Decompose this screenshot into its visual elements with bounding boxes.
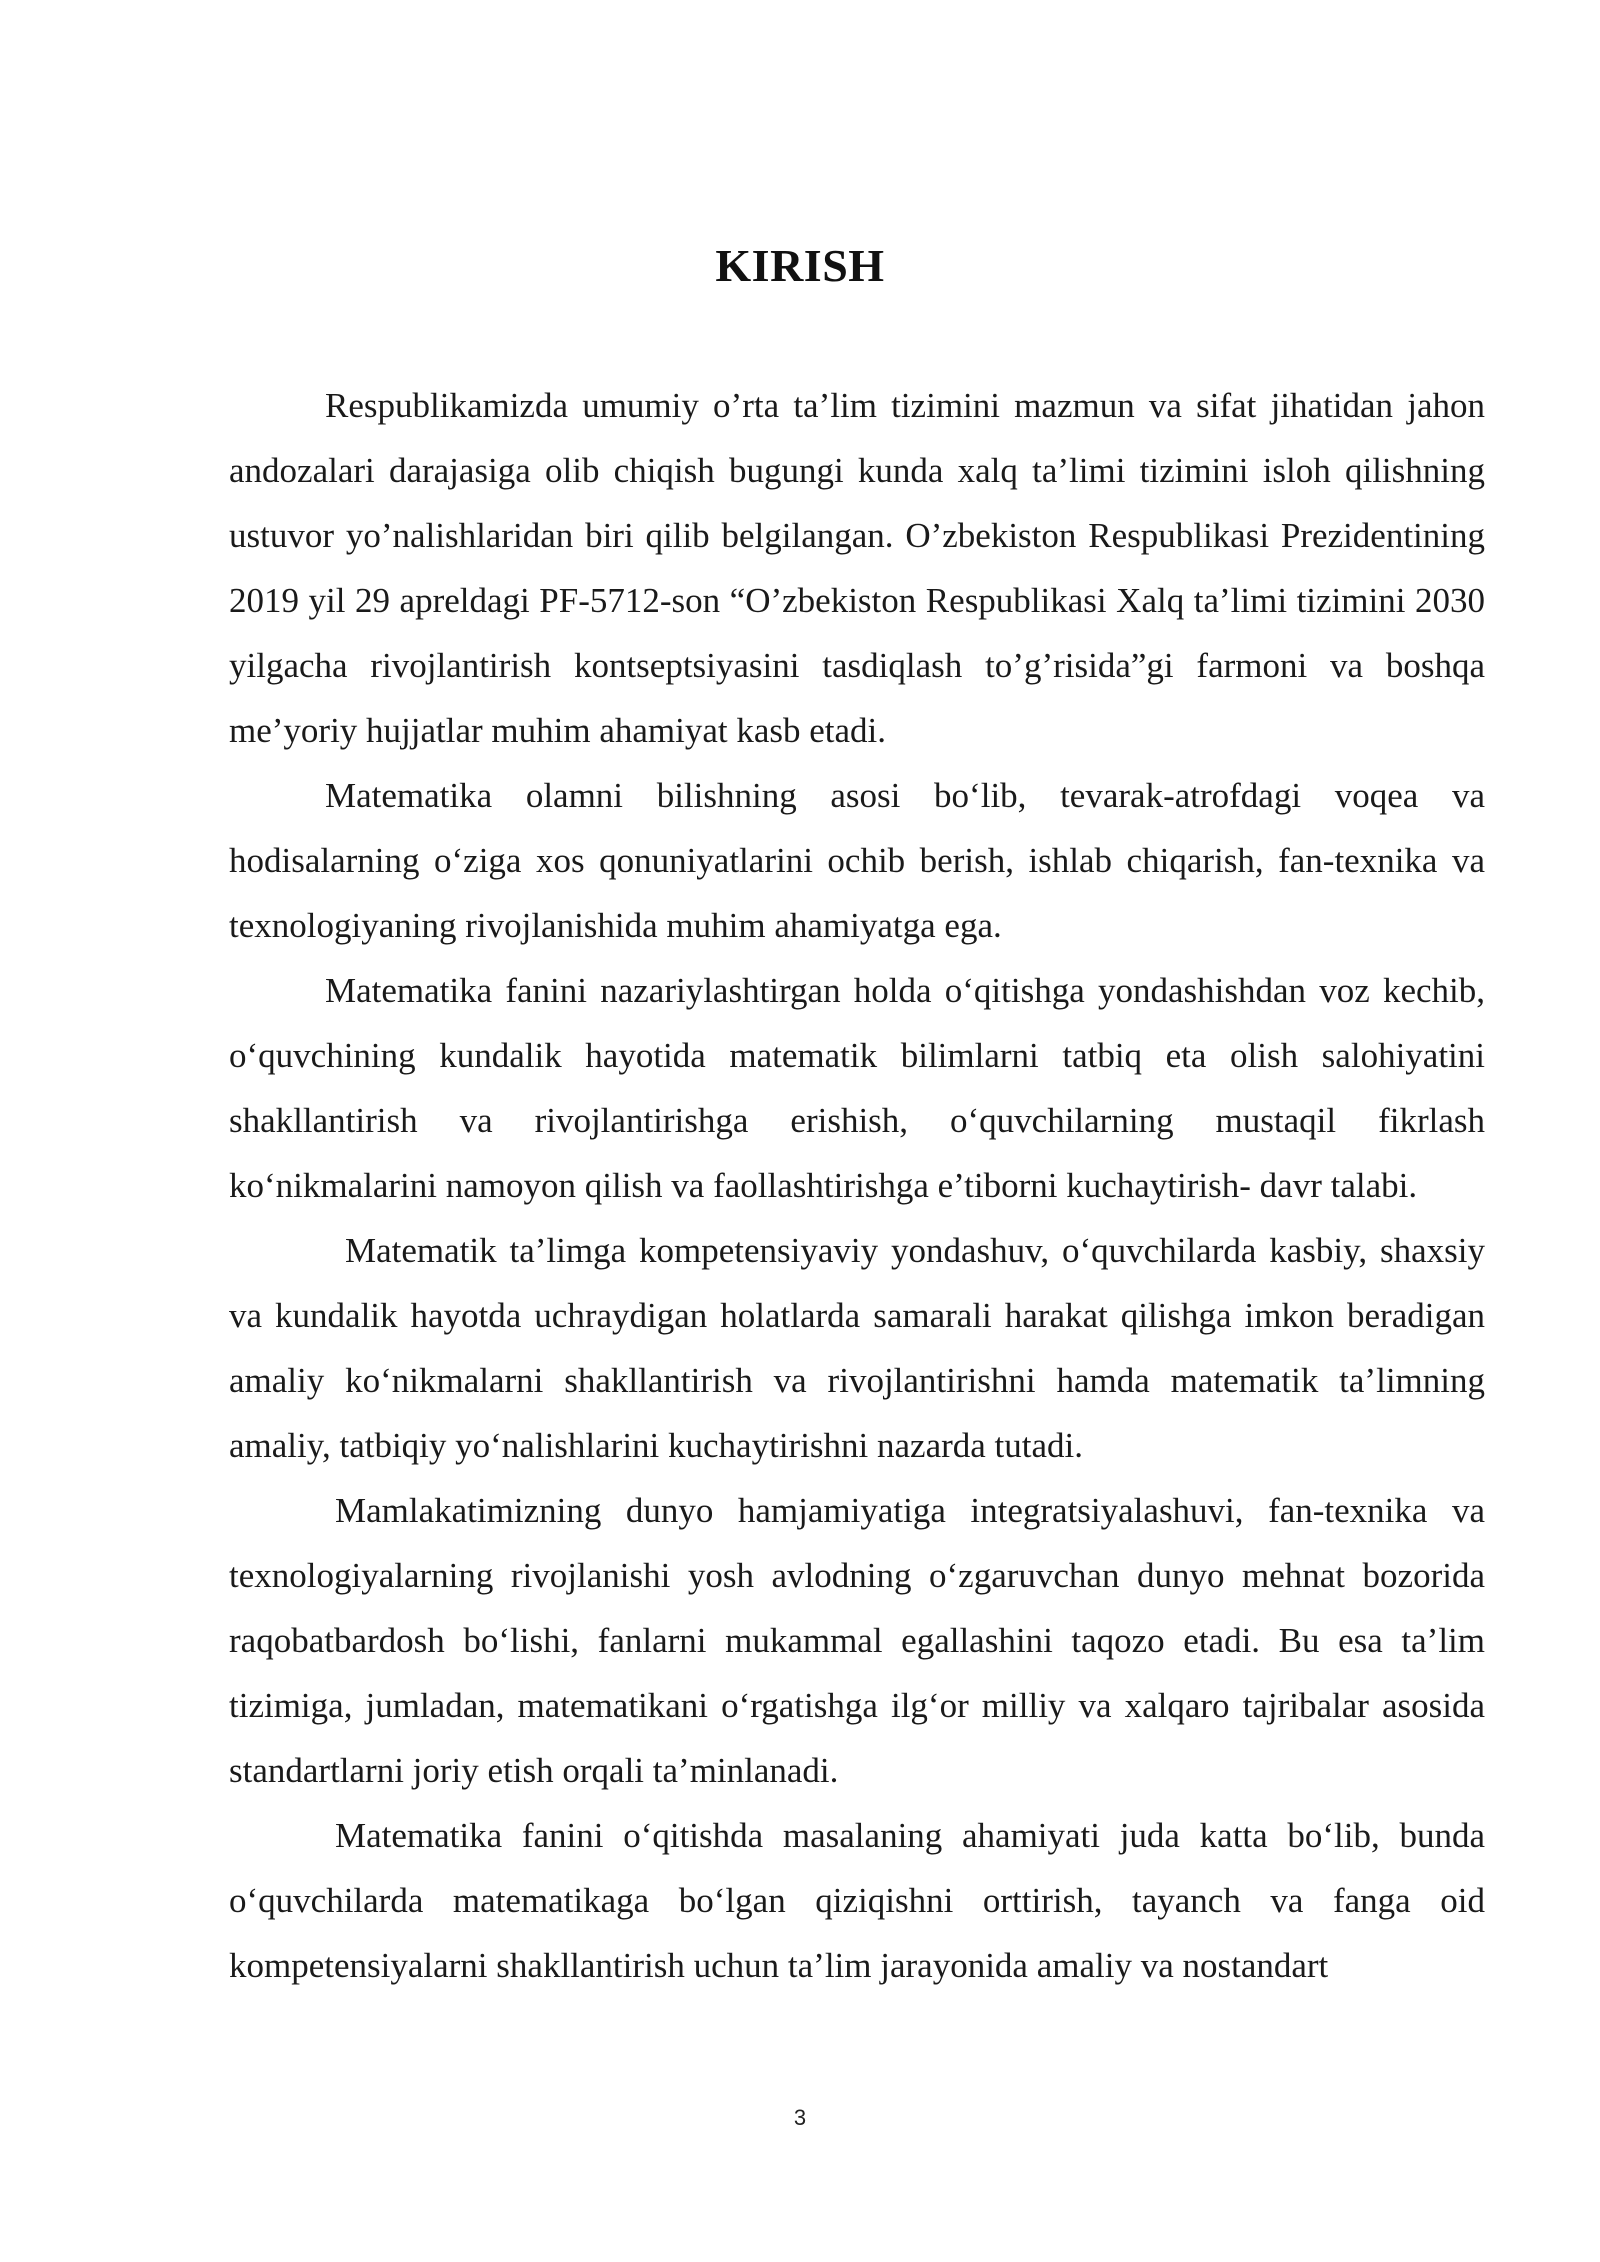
paragraph-4: Matematik ta’limga kompetensiyaviy yondashuv, o‘quvchilarda kasbiy, shaxsiy va kundalik hayotda uchraydigan holatlarda samarali harakat qilishga imkon beradigan amaliy ko‘nikmalarni shakllantirish va rivojlantirishni hamda matematik ta’limning amaliy, tatbiqiy yo‘nalishlarini kuchaytirishni nazarda tutadi. [229,1231,1485,1465]
body-text [229,373,1485,1998]
paragraph-1: Respublikamizda umumiy o’rta ta’lim tizimini mazmun va sifat jihatidan jahon andozalari darajasiga olib chiqish bugungi kunda xalq ta’limi tizimini isloh qilishning ustuvor yo’nalishlaridan biri qilib belgilangan. O’zbekiston Respublikasi Prezidentining 2019 yil 29 apreldagi PF-5712-son “O’zbekiston Respublikasi Xalq ta’limi tizimini 2030 yilgacha rivojlantirish kontseptsiyasini tasdiqlash to’g’risida”gi farmoni va boshqa me’yoriy hujjatlar muhim ahamiyat kasb etadi. [229,386,1485,750]
paragraph-2: Matematika olamni bilishning asosi bo‘lib, tevarak-atrofdagi voqea va hodisalarning o‘ziga xos qonuniyatlarini ochib berish, ishlab chiqarish, fan-texnika va texnologiyaning rivojlanishida muhim ahamiyatga ega. [229,776,1485,945]
page-number: 3 [793,2105,807,2130]
paragraph-3: Matematika fanini nazariylashtirgan holda o‘qitishga yondashishdan voz kechib, o‘quvchining kundalik hayotida matematik bilimlarni tatbiq eta olish salohiyatini shakllantirish va rivojlantirishga erishish, o‘quvchilarning mustaqil fikrlash ko‘nikmalarini namoyon qilish va faollashtirishga e’tiborni kuchaytirish- davr talabi. [229,971,1485,1205]
paragraph-5: Mamlakatimizning dunyo hamjamiyatiga integratsiyalashuvi, fan-texnika va texnologiyalarning rivojlanishi yosh avlodning o‘zgaruvchan dunyo mehnat bozorida raqobatbardosh bo‘lishi, fanlarni mukammal egallashini taqozo etadi. Bu esa ta’lim tizimiga, jumladan, matematikani o‘rgatishga ilg‘or milliy va xalqaro tajribalar asosida standartlarni joriy etish orqali ta’minlanadi. [229,1491,1485,1790]
paragraph-6: Matematika fanini o‘qitishda masalaning ahamiyati juda katta bo‘lib, bunda o‘quvchilarda matematikaga bo‘lgan qiziqishni orttirish, tayanch va fanga oid kompetensiyalarni shakllantirish uchun ta’lim jarayonida amaliy va nostandart [229,1816,1485,1985]
page-title: KIRISH [715,240,885,291]
